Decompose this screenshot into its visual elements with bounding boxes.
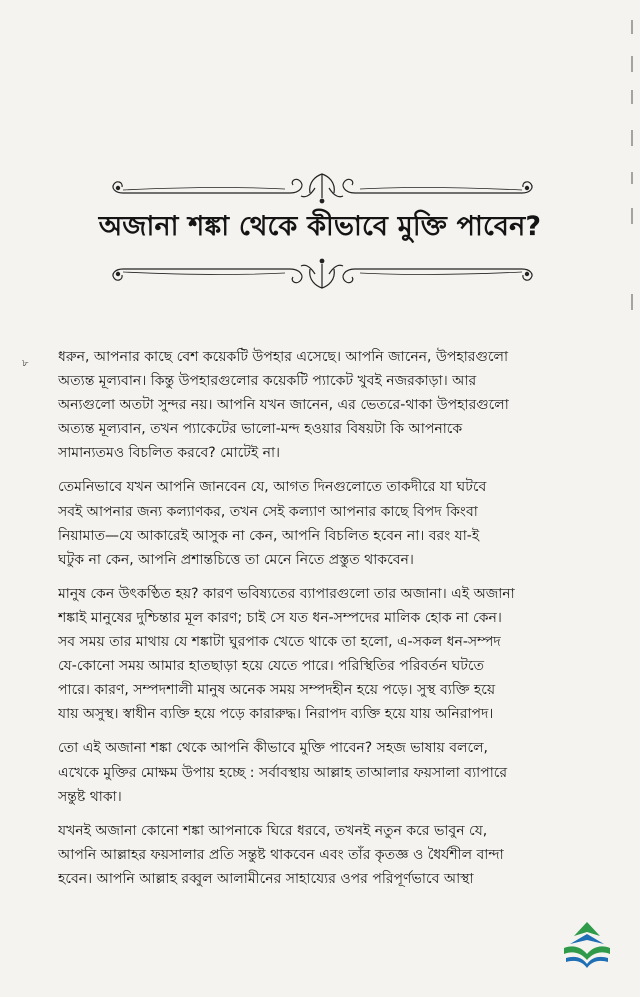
- text-line: ঘটুক না কেন, আপনি প্রশান্তচিত্তে তা মেনে নিতে প্রস্তুত থাকবেন।: [58, 551, 414, 568]
- text-line: অন্যগুলো অতটা সুন্দর নয়। আপনি যখন জানেন, এর ভেতরে-থাকা উপহারগুলো: [58, 397, 509, 414]
- publisher-logo-icon: [556, 918, 618, 970]
- text-line: অত্যন্ত মূল্যবান। কিন্তু উপহারগুলোর কয়েকটি প্যাকেট খুবই নজরকাড়া। আর: [58, 373, 477, 390]
- paragraph-1: [58, 345, 624, 465]
- bottom-ornament-divider: [105, 250, 540, 294]
- text-line: সামান্যতমও বিচলিত করবে? মোটেই না।: [58, 445, 281, 462]
- text-line: অত্যন্ত মূল্যবান, তখন প্যাকেটের ভালো-মন্দ হওয়ার বিষয়টা কি আপনাকে: [58, 421, 463, 438]
- margin-mark: ৮: [22, 358, 29, 369]
- text-line: যায় অসুস্থ। স্বাধীন ব্যক্তি হয়ে পড়ে কারারুদ্ধ। নিরাপদ ব্যক্তি হয়ে যায় অনিরাপদ।: [58, 706, 494, 723]
- paragraph-3: [58, 582, 624, 727]
- text-line: তেমনিভাবে যখন আপনি জানবেন যে, আগত দিনগুলোতে তাকদীরে যা ঘটবে: [58, 479, 487, 496]
- text-line: পারে। কারণ, সম্পদশালী মানুষ অনেক সময় সম্পদহীন হয়ে পড়ে। সুস্থ ব্যক্তি হয়ে: [58, 682, 496, 699]
- text-line: ধরুন, আপনার কাছে বেশ কয়েকটি উপহার এসেছে। আপনি জানেন, উপহারগুলো: [58, 349, 508, 365]
- text-line: হবেন। আপনি আল্লাহ রব্বুল আলামীনের সাহায্যের ওপর পরিপূর্ণভাবে আস্থা: [58, 870, 474, 887]
- text-line: যখনই অজানা কোনো শঙ্কা আপনাকে ঘিরে ধরবে, তখনই নতুন করে ভাবুন যে,: [58, 822, 488, 839]
- paragraph-2: [58, 475, 624, 571]
- text-line: সবই আপনার জন্য কল্যাণকর, তখন সেই কল্যাণ আপনার কাছে বিপদ কিংবা: [58, 503, 478, 520]
- text-line: এখেকে মুক্তির মোক্ষম উপায় হচ্ছে : সর্বাবস্থায় আল্লাহ তাআলার ফয়সালা ব্যাপারে: [58, 764, 508, 781]
- text-line: সন্তুষ্ট থাকা।: [58, 788, 122, 805]
- text-line: সব সময় তার মাথায় যে শঙ্কাটা ঘুরপাক খেতে থাকে তা হলো, এ-সকল ধন-সম্পদ: [58, 634, 501, 651]
- text-line: তো এই অজানা শঙ্কা থেকে আপনি কীভাবে মুক্তি পাবেন? সহজ ভাষায় বললে,: [58, 740, 488, 757]
- text-line: মানুষ কেন উৎকণ্ঠিত হয়? কারণ ভবিষ্যতের ব্যাপারগুলো তার অজানা। এই অজানা: [58, 585, 515, 602]
- chapter-title: অজানা শঙ্কা থেকে কীভাবে মুক্তি পাবেন?: [98, 211, 542, 242]
- paragraph-4: [58, 736, 624, 808]
- text-line: যে-কোনো সময় আমার হাতছাড়া হয়ে যেতে পারে। পরিস্থিতির পরিবর্তন ঘটতে: [58, 658, 485, 675]
- body-text: [58, 345, 624, 901]
- scan-edge-marks: [628, 12, 636, 322]
- text-line: নিয়ামাত—যে আকারেই আসুক না কেন, আপনি বিচলিত হবেন না। বরং যা-ই: [58, 527, 480, 544]
- paragraph-5: [58, 819, 624, 891]
- text-line: আপনি আল্লাহর ফয়সালার প্রতি সন্তুষ্ট থাকবেন এবং তাঁর কৃতজ্ঞ ও ধৈর্যশীল বান্দা: [58, 846, 504, 863]
- text-line: শঙ্কাই মানুষের দুশ্চিন্তার মূল কারণ; চাই সে যত ধন-সম্পদের মালিক হোক না কেন।: [58, 609, 502, 626]
